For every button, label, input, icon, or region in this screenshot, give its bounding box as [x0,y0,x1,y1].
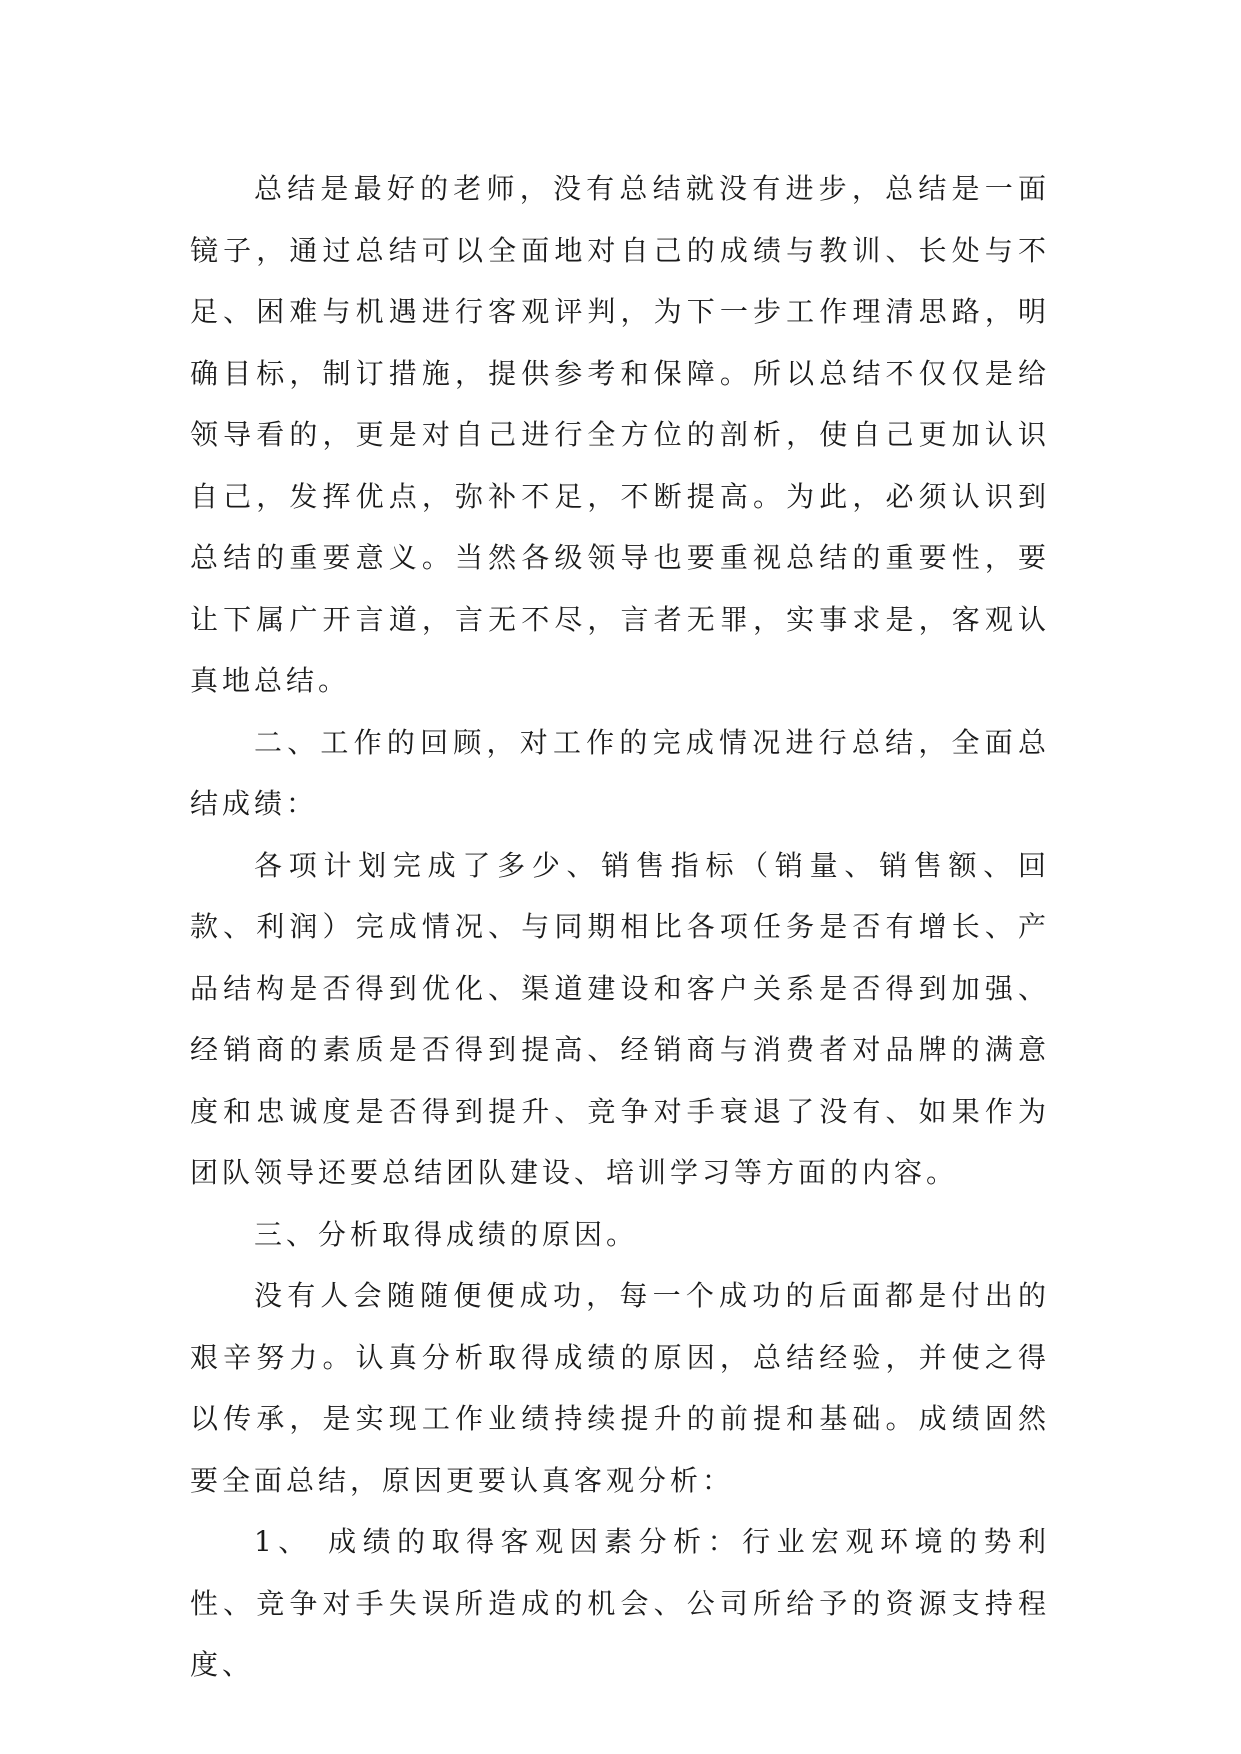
list-item-objective-factors: 1、 成绩的取得客观因素分析：行业宏观环境的势利性、竞争对手失误所造成的机会、公司所给予的资源支持程度、 [190,1525,1050,1681]
heading-analyze-reasons: 三、分析取得成绩的原因。 [254,1217,639,1251]
paragraph-success-effort: 没有人会随随便便成功，每一个成功的后面都是付出的艰辛努力。认真分析取得成绩的原因，总结经验，并使之得以传承，是实现工作业绩持续提升的前提和基础。成绩固然要全面总结，原因更要认真客观分析： [190,1279,1050,1497]
document-body [190,158,1050,1696]
paragraph-summary-importance: 总结是最好的老师，没有总结就没有进步，总结是一面镜子，通过总结可以全面地对自己的成绩与教训、长处与不足、困难与机遇进行客观评判，为下一步工作理清思路，明确目标，制订措施，提供参考和保障。所以总结不仅仅是给领导看的，更是对自己进行全方位的剖析，使自己更加认识自己，发挥优点，弥补不足，不断提高。为此，必须认识到总结的重要意义。当然各级领导也要重视总结的重要性，要让下属广开言道，言无不尽，言者无罪，实事求是，客观认真地总结。 [190,172,1050,697]
heading-work-review: 二、工作的回顾，对工作的完成情况进行总结，全面总结成绩： [190,725,1050,820]
paragraph-plan-completion: 各项计划完成了多少、销售指标（销量、销售额、回款、利润）完成情况、与同期相比各项任务是否有增长、产品结构是否得到优化、渠道建设和客户关系是否得到加强、经销商的素质是否得到提高、经销商与消费者对品牌的满意度和忠诚度是否得到提升、竞争对手衰退了没有、如果作为团队领导还要总结团队建设、培训学习等方面的内容。 [190,848,1050,1189]
